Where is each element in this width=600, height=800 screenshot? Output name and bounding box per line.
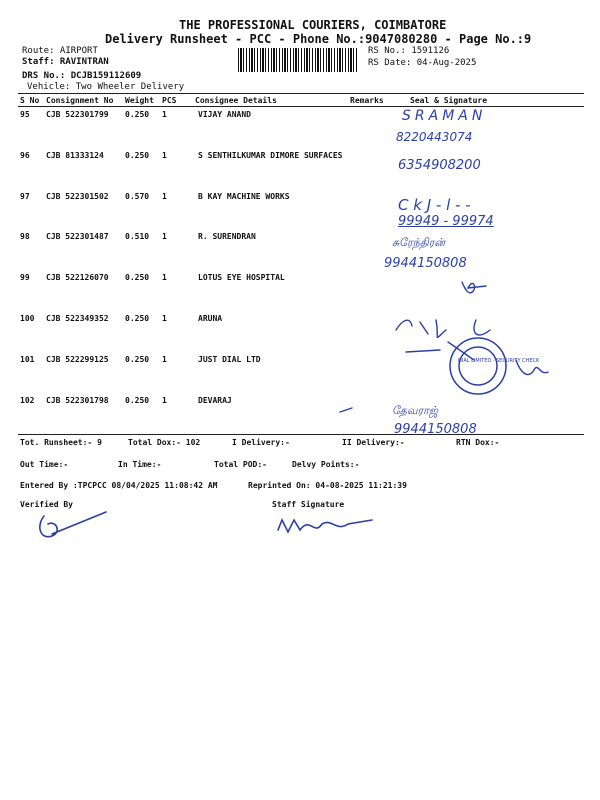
col-remarks: Remarks bbox=[350, 96, 384, 105]
staff-label: Staff: RAVINTRAN bbox=[22, 57, 109, 67]
row-consignment: CJB 522301799 bbox=[46, 110, 109, 119]
row-pcs: 1 bbox=[162, 396, 167, 405]
out-time: Out Time:- bbox=[20, 460, 69, 469]
staff-signature-scribble bbox=[278, 520, 372, 532]
row-weight: 0.570 bbox=[125, 192, 150, 201]
row-weight: 0.250 bbox=[125, 355, 150, 364]
total-pod: Total POD:- bbox=[214, 460, 267, 469]
row-pcs: 1 bbox=[162, 355, 167, 364]
route-label: Route: AIRPORT bbox=[22, 46, 98, 56]
signature-row99 bbox=[462, 282, 486, 293]
row-sno: 102 bbox=[20, 396, 35, 405]
col-consignment: Consignment No bbox=[46, 96, 114, 105]
row-consignee: LOTUS EYE HOSPITAL bbox=[198, 273, 285, 282]
rs-date: RS Date: 04-Aug-2025 bbox=[368, 58, 477, 68]
remark-tick-row102 bbox=[340, 408, 352, 412]
entered-by: Entered By :TPCPCC 08/04/2025 11:08:42 AM bbox=[20, 481, 218, 490]
handwritten-phone-row98: 9944150808 bbox=[384, 256, 467, 271]
drs-number: DRS No.: DCJB159112609 bbox=[22, 71, 142, 81]
row-weight: 0.510 bbox=[125, 232, 150, 241]
rtn-dox: RTN Dox:- bbox=[456, 438, 500, 447]
row-consignment: CJB 522126070 bbox=[46, 273, 109, 282]
col-consignee: Consignee Details bbox=[195, 96, 277, 105]
handwritten-phone-row96: 6354908200 bbox=[398, 158, 481, 173]
ii-delivery: II Delivery:- bbox=[342, 438, 405, 447]
row-pcs: 1 bbox=[162, 110, 167, 119]
row-pcs: 1 bbox=[162, 273, 167, 282]
staff-signature-label: Staff Signature bbox=[272, 500, 345, 509]
row-sno: 101 bbox=[20, 355, 35, 364]
i-delivery: I Delivery:- bbox=[232, 438, 290, 447]
row-sno: 100 bbox=[20, 314, 35, 323]
vehicle-label: Vehicle: Two Wheeler Delivery bbox=[27, 82, 185, 92]
rs-number: RS No.: 1591126 bbox=[368, 46, 450, 56]
row-weight: 0.250 bbox=[125, 273, 150, 282]
row-sno: 95 bbox=[20, 110, 30, 119]
col-weight: Weight bbox=[125, 96, 154, 105]
row-consignment: CJB 522301798 bbox=[46, 396, 109, 405]
row-consignment: CJB 522301502 bbox=[46, 192, 109, 201]
stamp-text: DIAL LIMITED · SECURITY CHECK bbox=[458, 358, 540, 364]
total-runsheet: Tot. Runsheet:- 9 bbox=[20, 438, 102, 447]
handwritten-phone-row95: 8220443074 bbox=[396, 130, 473, 144]
col-seal-signature: Seal & Signature bbox=[410, 96, 488, 105]
handwritten-name-row95: SRAMAN bbox=[402, 108, 487, 124]
row-consignee: DEVARAJ bbox=[198, 396, 232, 405]
delvy-points: Delvy Points:- bbox=[292, 460, 360, 469]
signature-row100 bbox=[396, 320, 490, 337]
verified-by-label: Verified By bbox=[20, 500, 73, 509]
row-consignment: CJB 522301487 bbox=[46, 232, 109, 241]
row-sno: 98 bbox=[20, 232, 30, 241]
runsheet-subtitle: Delivery Runsheet - PCC - Phone No.:9047080280 - Page No.:9 bbox=[105, 32, 532, 46]
col-pcs: PCS bbox=[162, 96, 177, 105]
row-weight: 0.250 bbox=[125, 314, 150, 323]
row-weight: 0.250 bbox=[125, 151, 150, 160]
row-pcs: 1 bbox=[162, 232, 167, 241]
row-consignee: S SENTHILKUMAR DIMORE SURFACES bbox=[198, 151, 343, 160]
company-title: THE PROFESSIONAL COURIERS, COIMBATORE bbox=[179, 18, 447, 32]
row-consignee: ARUNA bbox=[198, 314, 223, 323]
handwritten-tamil-row102: தேவராஜ் bbox=[392, 404, 439, 417]
security-stamp bbox=[450, 338, 506, 394]
row-consignment: CJB 81333124 bbox=[46, 151, 104, 160]
row-consignee: R. SURENDRAN bbox=[198, 232, 256, 241]
handwritten-tamil-row98: சுரேந்திரன் bbox=[392, 236, 446, 249]
row-pcs: 1 bbox=[162, 314, 167, 323]
row-weight: 0.250 bbox=[125, 110, 150, 119]
row-pcs: 1 bbox=[162, 151, 167, 160]
row-sno: 96 bbox=[20, 151, 30, 160]
col-sno: S No bbox=[20, 96, 40, 105]
row-consignment: CJB 522349352 bbox=[46, 314, 109, 323]
total-dox: Total Dox:- 102 bbox=[128, 438, 201, 447]
totals-top-rule bbox=[18, 434, 584, 435]
handwritten-phone-row97: 99949 - 99974 bbox=[398, 214, 494, 229]
reprinted-on: Reprinted On: 04-08-2025 11:21:39 bbox=[248, 481, 407, 490]
row-consignment: CJB 522299125 bbox=[46, 355, 109, 364]
row-sno: 99 bbox=[20, 273, 30, 282]
row-weight: 0.250 bbox=[125, 396, 150, 405]
verified-by-signature bbox=[40, 512, 106, 537]
handwritten-phone-row102: 9944150808 bbox=[394, 422, 477, 437]
row-consignee: B KAY MACHINE WORKS bbox=[198, 192, 290, 201]
row-pcs: 1 bbox=[162, 192, 167, 201]
handwritten-mark-row97: C k J - l - - bbox=[398, 196, 471, 214]
row-sno: 97 bbox=[20, 192, 30, 201]
row-consignee: JUST DIAL LTD bbox=[198, 355, 261, 364]
row-consignee: VIJAY ANAND bbox=[198, 110, 251, 119]
in-time: In Time:- bbox=[118, 460, 162, 469]
